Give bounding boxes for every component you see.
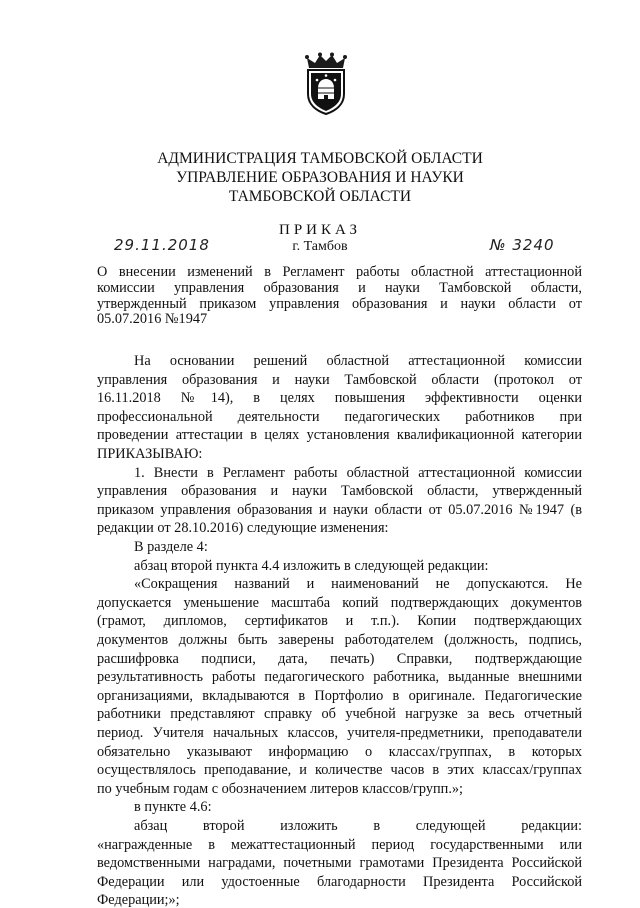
body-line: абзац второй изложить в следующей редакции: bbox=[134, 818, 582, 834]
subject-line: 05.07.2016 №1947 bbox=[97, 311, 208, 327]
body-line: в пункте 4.6: bbox=[134, 799, 212, 816]
body-line: управления образования и науки Тамбовской области (протокол от bbox=[97, 371, 582, 388]
body-line: «награжденные в межаттестационный период государственными или bbox=[97, 836, 582, 853]
body-line: 16.11.2018 №14), в целях повышения эффективности оценки bbox=[97, 390, 582, 407]
body-line: управления образования и науки Тамбовской области, утвержденный bbox=[97, 483, 582, 500]
body-line: ПРИКАЗЫВАЮ: bbox=[97, 446, 203, 462]
body-line: На основании решений областной аттестационной комиссии bbox=[134, 353, 582, 369]
header-line-1: АДМИНИСТРАЦИЯ ТАМБОВСКОЙ ОБЛАСТИ bbox=[157, 150, 483, 167]
body-line: «Сокращения названий и наименований не допускаются. Не bbox=[134, 576, 582, 593]
subject-line: утвержденный приказом управления образования и науки области от bbox=[97, 296, 582, 312]
body-line: по учебным годам с обозначением литеров классов/групп.»; bbox=[97, 780, 464, 797]
body-line: редакции от 28.10.2016) следующие изменения: bbox=[97, 520, 389, 537]
body-line: осуществлялось преподавание, и количестве часов в этих классах/группах bbox=[97, 762, 582, 779]
body-line: расшифровка подписи, дата, печать) Справки, подтверждающие bbox=[97, 650, 582, 667]
order-title: ПРИКАЗ bbox=[279, 222, 361, 238]
order-number: № 3240 bbox=[490, 236, 555, 254]
body-line: проведении аттестации в целях установления квалификационной категории bbox=[97, 427, 582, 444]
body-line: В разделе 4: bbox=[134, 539, 208, 555]
order-date: 29.11.2018 bbox=[114, 236, 210, 254]
body-line: 1. Внести в Регламент работы областной аттестационной комиссии bbox=[134, 464, 582, 481]
body-line: ведомственными наградами, почетными грамотами Президента Российской bbox=[97, 855, 582, 872]
body-line: приказом управления образования и науки области от 05.07.2016 №1947 (в bbox=[97, 501, 582, 518]
order-city: г. Тамбов bbox=[292, 239, 348, 254]
header-line-2: УПРАВЛЕНИЕ ОБРАЗОВАНИЯ И НАУКИ bbox=[176, 169, 464, 186]
subject-line: комиссии управления образования и науки Тамбовской области, bbox=[97, 280, 582, 296]
body-line: (грамот, дипломов, сертификатов и т.п.). Копии подтверждающих bbox=[97, 613, 582, 630]
body-line: Федерации;»; bbox=[97, 892, 180, 908]
body-line: обязательно указывают информацию о классах/группах, в которых bbox=[97, 743, 582, 760]
body-line: профессиональной деятельности педагогических работников при bbox=[97, 408, 582, 425]
subject-line: О внесении изменений в Регламент работы областной аттестационной bbox=[97, 264, 582, 280]
body-line: период. Учителя начальных классов, учителя-предметники, преподаватели bbox=[97, 725, 582, 741]
body-line: Федерации или удостоенные благодарности Президента Российской bbox=[97, 873, 582, 890]
body-line: документов должны быть заверены работодателем (должность, подпись, bbox=[97, 632, 582, 648]
body-line: допускается уменьшение масштаба копий подтверждающих документов bbox=[97, 594, 582, 611]
body-line: абзац второй пункта 4.4 изложить в следующей редакции: bbox=[134, 557, 489, 574]
header-line-3: ТАМБОВСКОЙ ОБЛАСТИ bbox=[228, 188, 412, 205]
body-line: организациями, вкладываются в Портфолио в оригинале. Педагогические bbox=[97, 687, 582, 704]
body-line: результативность работы педагогического работника, выданные внешними bbox=[97, 669, 582, 686]
coat-of-arms-icon bbox=[301, 52, 351, 116]
body-line: работники представляют справку об учебной нагрузке за весь отчетный bbox=[97, 706, 582, 723]
